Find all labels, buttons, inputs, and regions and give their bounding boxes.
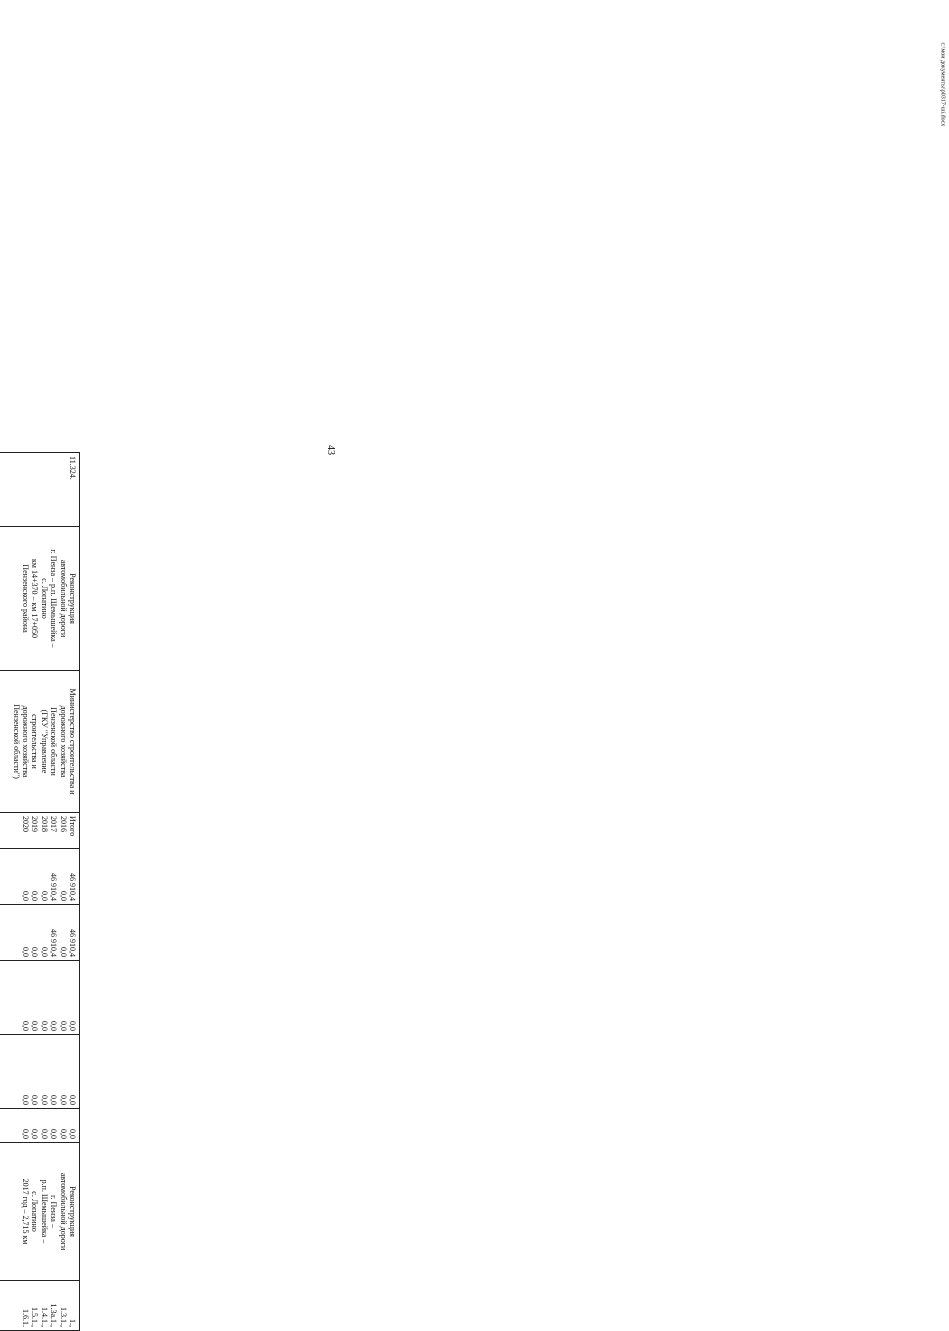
cell-line: автомобильной дороги xyxy=(58,1172,68,1251)
cell-line: 1.3а.1., xyxy=(49,1303,59,1327)
cell-line: 0,0 xyxy=(49,1021,59,1031)
cell-line: Реконструкция xyxy=(68,1186,77,1237)
cell-line: г. Пенза – xyxy=(49,1195,59,1228)
cell-line: 0,0 xyxy=(30,1021,40,1031)
cell-line: г. Пенза – р.п. Шемышейка – xyxy=(49,549,59,648)
indicator-links-cell xyxy=(0,1281,80,1331)
cell-line: 1., xyxy=(68,1319,77,1327)
cell-line: 2020 xyxy=(20,816,30,832)
cell-line: строительства и xyxy=(30,714,40,769)
years-cell xyxy=(0,813,80,849)
cell-line: Пензенской области") xyxy=(11,704,21,779)
cell-line: Министерство строительства и xyxy=(68,688,77,795)
cell-line: р.п. Шемышейка – xyxy=(39,1179,49,1244)
cell-line: 0,0 xyxy=(49,1129,59,1139)
item-number-cell: 11.324. xyxy=(0,453,80,527)
cell-line: 0,0 xyxy=(30,947,40,957)
file-path-footer: c:\мои документы\p0317-шi.docx xyxy=(939,42,946,127)
cell-line: 46 910,4 xyxy=(68,929,77,957)
cell-line: Итого xyxy=(68,816,77,837)
cell-line: 0,0 xyxy=(39,891,49,901)
cell-line: 0,0 xyxy=(58,1129,68,1139)
cell-line: 0,0 xyxy=(39,1129,49,1139)
cell-line: 0,0 xyxy=(49,1095,59,1105)
cell-line: 0,0 xyxy=(30,1095,40,1105)
cell-line: Реконструкция xyxy=(68,573,77,624)
funding-source-1-cell xyxy=(0,905,80,961)
cell-line: 0,0 xyxy=(20,1095,30,1105)
cell-line: 1.5.1., xyxy=(30,1307,40,1327)
cell-line: 46 910,4 xyxy=(49,929,59,957)
funding-source-4-cell xyxy=(0,1109,80,1143)
responsible-agency-cell xyxy=(0,671,80,813)
cell-line: 0,0 xyxy=(68,1095,77,1105)
cell-line: 1.4.1., xyxy=(39,1307,49,1327)
cell-line: дорожного хозяйства xyxy=(58,705,68,778)
funding-source-2-cell xyxy=(0,961,80,1035)
cell-line: 0,0 xyxy=(20,1021,30,1031)
cell-line: 0,0 xyxy=(30,891,40,901)
rotated-page-content xyxy=(0,452,80,1330)
cell-line: дорожного хозяйства xyxy=(20,705,30,778)
table-body xyxy=(0,453,80,1331)
program-measures-table xyxy=(0,452,80,1331)
cell-line: 0,0 xyxy=(58,1095,68,1105)
cell-line: (ГКУ "Управление xyxy=(39,709,49,774)
cell-line: 0,0 xyxy=(58,891,68,901)
cell-line: 2017 год – 2,715 км xyxy=(20,1178,30,1245)
table-row xyxy=(0,453,80,1331)
funding-source-3-cell xyxy=(0,1035,80,1109)
cell-line: 2018 xyxy=(39,816,49,832)
cell-line: 0,0 xyxy=(20,891,30,901)
cell-line: с. Лопатино xyxy=(39,578,49,619)
cell-line: 0,0 xyxy=(39,1021,49,1031)
cell-line: 0,0 xyxy=(30,1129,40,1139)
cell-line: 2016 xyxy=(58,816,68,832)
cell-line: 0,0 xyxy=(68,1021,77,1031)
funding-total-cell xyxy=(0,849,80,905)
expected-result-cell xyxy=(0,1143,80,1281)
cell-line: 0,0 xyxy=(39,1095,49,1105)
cell-line: км 14+370 – км 17+050 xyxy=(30,559,40,638)
cell-line: 0,0 xyxy=(39,947,49,957)
cell-line: 0,0 xyxy=(58,1021,68,1031)
cell-line: 1.6.1. xyxy=(20,1309,30,1327)
cell-line: 2019 xyxy=(30,816,40,832)
cell-line: 46 910,4 xyxy=(68,873,77,901)
cell-line: с. Лопатино xyxy=(30,1191,40,1232)
cell-line: 2017 xyxy=(49,816,59,832)
page-number: 43 xyxy=(325,445,336,455)
cell-line: 0,0 xyxy=(68,1129,77,1139)
cell-line: 46 910,4 xyxy=(49,873,59,901)
cell-line: 0,0 xyxy=(58,947,68,957)
cell-line: Пензенского района xyxy=(20,564,30,633)
work-description-cell xyxy=(0,527,80,671)
cell-line: 0,0 xyxy=(20,1129,30,1139)
cell-line: 0,0 xyxy=(20,947,30,957)
cell-line: Пензенской области xyxy=(49,707,59,776)
cell-line: 1.3.1., xyxy=(58,1307,68,1327)
cell-line: автомобильной дороги xyxy=(58,559,68,638)
